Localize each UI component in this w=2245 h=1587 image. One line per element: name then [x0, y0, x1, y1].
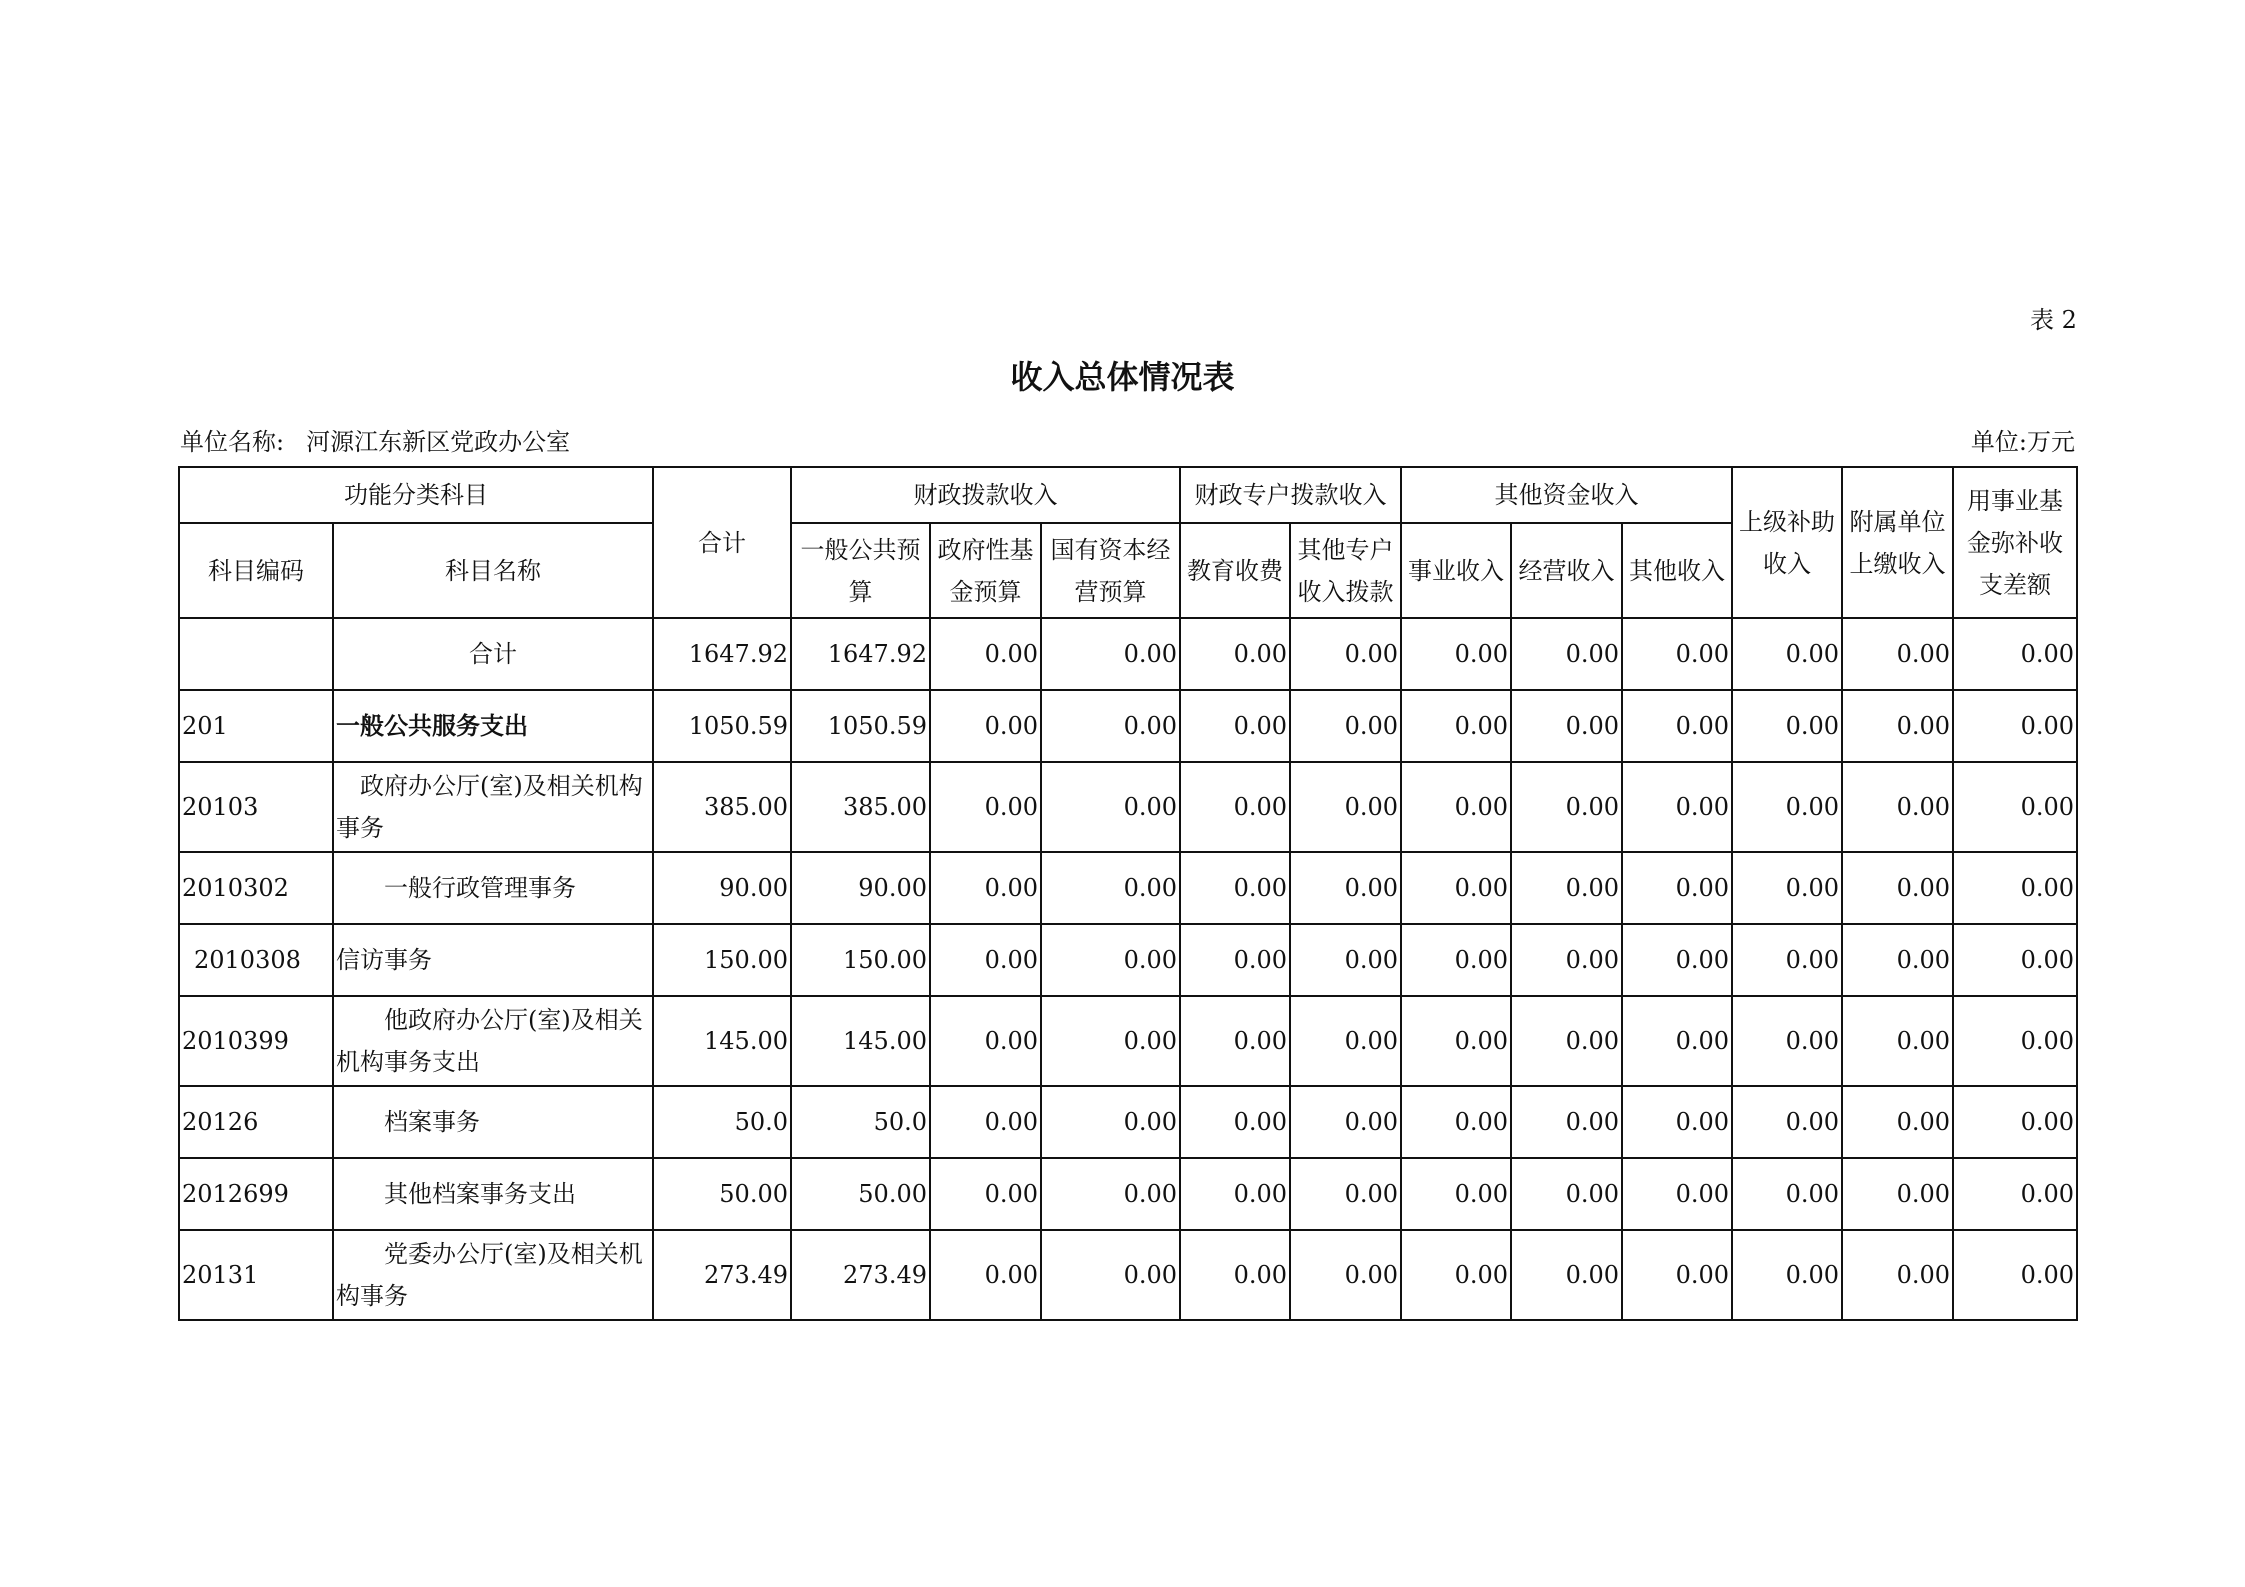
cell-other-income: 0.00 [1622, 996, 1732, 1086]
cell-gov-fund: 0.00 [930, 1158, 1041, 1230]
unit-name-label: 单位名称: [180, 428, 285, 456]
cell-edu-fee: 0.00 [1180, 1158, 1290, 1230]
cell-total: 50.0 [653, 1086, 791, 1158]
cell-other-special: 0.00 [1290, 1230, 1401, 1320]
cell-affiliate: 0.00 [1842, 618, 1953, 690]
cell-other-income: 0.00 [1622, 924, 1732, 996]
header-business: 事业收入 [1401, 523, 1511, 618]
cell-edu-fee: 0.00 [1180, 690, 1290, 762]
cell-operation: 0.00 [1511, 1158, 1622, 1230]
cell-other-special: 0.00 [1290, 1158, 1401, 1230]
cell-other-income: 0.00 [1622, 618, 1732, 690]
cell-general-budget: 385.00 [791, 762, 930, 852]
cell-gov-fund: 0.00 [930, 1230, 1041, 1320]
row-name: 档案事务 [333, 1086, 653, 1158]
header-other-funds: 其他资金收入 [1401, 467, 1732, 523]
row-code [179, 618, 333, 690]
header-operation: 经营收入 [1511, 523, 1622, 618]
cell-affiliate: 0.00 [1842, 762, 1953, 852]
cell-general-budget: 1050.59 [791, 690, 930, 762]
cell-total: 385.00 [653, 762, 791, 852]
row-name: 信访事务 [333, 924, 653, 996]
table-row [179, 1158, 2077, 1230]
cell-fund-balance: 0.00 [1953, 996, 2077, 1086]
table-header [179, 467, 2077, 618]
cell-gov-fund: 0.00 [930, 996, 1041, 1086]
cell-other-income: 0.00 [1622, 852, 1732, 924]
cell-other-income: 0.00 [1622, 1158, 1732, 1230]
table-row [179, 762, 2077, 852]
cell-state-capital: 0.00 [1041, 996, 1180, 1086]
header-gov-fund: 政府性基金预算 [930, 523, 1041, 618]
cell-other-special: 0.00 [1290, 690, 1401, 762]
cell-state-capital: 0.00 [1041, 1086, 1180, 1158]
header-code: 科目编码 [179, 523, 333, 618]
cell-business: 0.00 [1401, 1086, 1511, 1158]
cell-total: 273.49 [653, 1230, 791, 1320]
cell-business: 0.00 [1401, 852, 1511, 924]
cell-superior: 0.00 [1732, 1086, 1842, 1158]
row-code: 2010308 [179, 924, 333, 996]
cell-edu-fee: 0.00 [1180, 1230, 1290, 1320]
row-name: 党委办公厅(室)及相关机构事务 [333, 1230, 653, 1320]
row-code: 2010302 [179, 852, 333, 924]
cell-gov-fund: 0.00 [930, 690, 1041, 762]
row-name: 其他档案事务支出 [333, 1158, 653, 1230]
cell-affiliate: 0.00 [1842, 690, 1953, 762]
cell-gov-fund: 0.00 [930, 618, 1041, 690]
cell-general-budget: 145.00 [791, 996, 930, 1086]
row-name: 一般公共服务支出 [333, 690, 653, 762]
cell-other-income: 0.00 [1622, 1230, 1732, 1320]
header-name: 科目名称 [333, 523, 653, 618]
cell-other-special: 0.00 [1290, 618, 1401, 690]
cell-business: 0.00 [1401, 762, 1511, 852]
cell-business: 0.00 [1401, 924, 1511, 996]
row-code: 2010399 [179, 996, 333, 1086]
cell-operation: 0.00 [1511, 690, 1622, 762]
cell-superior: 0.00 [1732, 618, 1842, 690]
cell-gov-fund: 0.00 [930, 762, 1041, 852]
cell-other-income: 0.00 [1622, 1086, 1732, 1158]
row-code: 201 [179, 690, 333, 762]
cell-operation: 0.00 [1511, 762, 1622, 852]
cell-general-budget: 1647.92 [791, 618, 930, 690]
cell-general-budget: 90.00 [791, 852, 930, 924]
cell-superior: 0.00 [1732, 924, 1842, 996]
cell-operation: 0.00 [1511, 852, 1622, 924]
cell-superior: 0.00 [1732, 1230, 1842, 1320]
cell-edu-fee: 0.00 [1180, 1086, 1290, 1158]
cell-superior: 0.00 [1732, 1158, 1842, 1230]
cell-state-capital: 0.00 [1041, 1158, 1180, 1230]
cell-gov-fund: 0.00 [930, 1086, 1041, 1158]
cell-general-budget: 273.49 [791, 1230, 930, 1320]
row-code: 20131 [179, 1230, 333, 1320]
table-row [179, 996, 2077, 1086]
table-body [179, 618, 2077, 1320]
cell-superior: 0.00 [1732, 852, 1842, 924]
header-other-special: 其他专户收入拨款 [1290, 523, 1401, 618]
header-total: 合计 [653, 467, 791, 618]
table-number: 表 2 [2030, 306, 2077, 334]
cell-state-capital: 0.00 [1041, 924, 1180, 996]
cell-other-income: 0.00 [1622, 690, 1732, 762]
cell-edu-fee: 0.00 [1180, 762, 1290, 852]
cell-total: 145.00 [653, 996, 791, 1086]
table-row [179, 924, 2077, 996]
cell-affiliate: 0.00 [1842, 1086, 1953, 1158]
cell-fund-balance: 0.00 [1953, 1230, 2077, 1320]
cell-state-capital: 0.00 [1041, 618, 1180, 690]
cell-superior: 0.00 [1732, 690, 1842, 762]
unit-measure: 单位:万元 [1970, 428, 2075, 456]
cell-gov-fund: 0.00 [930, 924, 1041, 996]
row-name: 政府办公厅(室)及相关机构事务 [333, 762, 653, 852]
header-special: 财政专户拨款收入 [1180, 467, 1401, 523]
cell-business: 0.00 [1401, 1158, 1511, 1230]
table-row [179, 852, 2077, 924]
cell-state-capital: 0.00 [1041, 762, 1180, 852]
cell-other-special: 0.00 [1290, 852, 1401, 924]
header-affiliate: 附属单位上缴收入 [1842, 467, 1953, 618]
header-category: 功能分类科目 [179, 467, 653, 523]
cell-affiliate: 0.00 [1842, 1158, 1953, 1230]
table-row [179, 1086, 2077, 1158]
cell-fund-balance: 0.00 [1953, 762, 2077, 852]
cell-other-special: 0.00 [1290, 996, 1401, 1086]
cell-affiliate: 0.00 [1842, 1230, 1953, 1320]
cell-affiliate: 0.00 [1842, 852, 1953, 924]
header-superior: 上级补助收入 [1732, 467, 1842, 618]
cell-fund-balance: 0.00 [1953, 1158, 2077, 1230]
cell-operation: 0.00 [1511, 1086, 1622, 1158]
cell-total: 90.00 [653, 852, 791, 924]
cell-business: 0.00 [1401, 1230, 1511, 1320]
header-state-capital: 国有资本经营预算 [1041, 523, 1180, 618]
cell-other-special: 0.00 [1290, 762, 1401, 852]
header-general-budget: 一般公共预算 [791, 523, 930, 618]
header-fiscal: 财政拨款收入 [791, 467, 1180, 523]
row-code: 2012699 [179, 1158, 333, 1230]
row-name: 一般行政管理事务 [333, 852, 653, 924]
income-summary-table [178, 466, 2078, 1321]
cell-operation: 0.00 [1511, 924, 1622, 996]
cell-total: 150.00 [653, 924, 791, 996]
header-row-1 [179, 467, 2077, 523]
table-row [179, 690, 2077, 762]
cell-fund-balance: 0.00 [1953, 690, 2077, 762]
unit-name-value: 河源江东新区党政办公室 [306, 428, 571, 456]
row-name: 合计 [333, 618, 653, 690]
cell-operation: 0.00 [1511, 996, 1622, 1086]
cell-other-special: 0.00 [1290, 924, 1401, 996]
cell-operation: 0.00 [1511, 618, 1622, 690]
page-title: 收入总体情况表 [1010, 358, 1235, 396]
cell-fund-balance: 0.00 [1953, 924, 2077, 996]
cell-business: 0.00 [1401, 690, 1511, 762]
cell-total: 50.00 [653, 1158, 791, 1230]
cell-total: 1647.92 [653, 618, 791, 690]
row-code: 20103 [179, 762, 333, 852]
cell-other-income: 0.00 [1622, 762, 1732, 852]
cell-business: 0.00 [1401, 618, 1511, 690]
table-row [179, 1230, 2077, 1320]
header-other-income: 其他收入 [1622, 523, 1732, 618]
cell-business: 0.00 [1401, 996, 1511, 1086]
cell-total: 1050.59 [653, 690, 791, 762]
header-fund-balance: 用事业基金弥补收支差额 [1953, 467, 2077, 618]
cell-edu-fee: 0.00 [1180, 618, 1290, 690]
table-row [179, 618, 2077, 690]
cell-fund-balance: 0.00 [1953, 1086, 2077, 1158]
unit-info-line [180, 422, 2075, 458]
cell-other-special: 0.00 [1290, 1086, 1401, 1158]
cell-state-capital: 0.00 [1041, 1230, 1180, 1320]
cell-fund-balance: 0.00 [1953, 852, 2077, 924]
row-code: 20126 [179, 1086, 333, 1158]
cell-state-capital: 0.00 [1041, 852, 1180, 924]
cell-edu-fee: 0.00 [1180, 852, 1290, 924]
cell-general-budget: 150.00 [791, 924, 930, 996]
cell-operation: 0.00 [1511, 1230, 1622, 1320]
header-edu-fee: 教育收费 [1180, 523, 1290, 618]
cell-state-capital: 0.00 [1041, 690, 1180, 762]
cell-edu-fee: 0.00 [1180, 996, 1290, 1086]
cell-general-budget: 50.0 [791, 1086, 930, 1158]
cell-general-budget: 50.00 [791, 1158, 930, 1230]
cell-affiliate: 0.00 [1842, 996, 1953, 1086]
cell-gov-fund: 0.00 [930, 852, 1041, 924]
unit-name-group [180, 422, 570, 457]
cell-affiliate: 0.00 [1842, 924, 1953, 996]
cell-edu-fee: 0.00 [1180, 924, 1290, 996]
cell-superior: 0.00 [1732, 996, 1842, 1086]
cell-superior: 0.00 [1732, 762, 1842, 852]
row-name: 他政府办公厅(室)及相关机构事务支出 [333, 996, 653, 1086]
cell-fund-balance: 0.00 [1953, 618, 2077, 690]
